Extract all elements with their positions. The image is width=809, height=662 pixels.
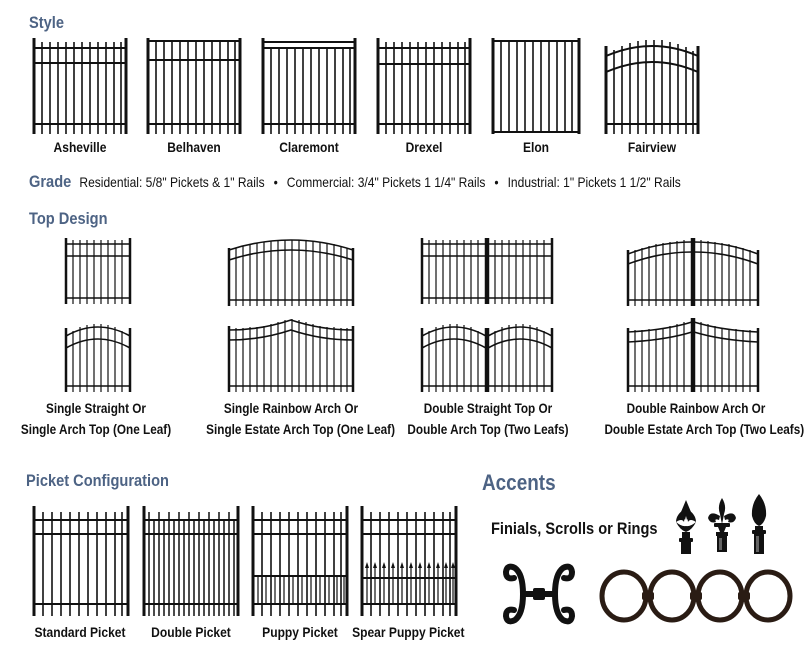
picket-puppy-image xyxy=(251,506,349,618)
style-label-drexel: Drexel xyxy=(405,139,443,155)
gate-double-rainbow-arch-image xyxy=(626,236,760,308)
gate-single-straight-image xyxy=(64,238,132,306)
style-label-elon: Elon xyxy=(522,139,550,155)
top-design-label-single-straight xyxy=(15,398,176,440)
fence-style-belhaven-image xyxy=(146,38,242,136)
gate-double-arch-image xyxy=(420,322,554,394)
gate-single-arch-image xyxy=(64,322,132,394)
gate-single-rainbow-arch-image xyxy=(227,236,355,308)
finial-spear-icon xyxy=(744,494,774,556)
grade-heading: Grade xyxy=(29,172,72,191)
picket-label-double: Double Picket xyxy=(151,624,231,640)
top-design-label-double-rainbow xyxy=(604,398,805,440)
top-design-label-line2: Single Arch Top (One Leaf) xyxy=(20,421,172,437)
picket-configuration-heading: Picket Configuration xyxy=(26,471,169,490)
top-design-label-line2: Double Estate Arch Top (Two Leafs) xyxy=(604,421,805,437)
picket-label-puppy: Puppy Picket xyxy=(262,624,338,640)
scroll-icon xyxy=(503,560,575,628)
grade-row xyxy=(29,172,681,192)
top-design-label-double-straight xyxy=(406,398,571,440)
picket-standard-image xyxy=(32,506,130,618)
style-label-asheville: Asheville xyxy=(53,139,107,155)
style-heading: Style xyxy=(29,13,64,32)
finial-fleur-de-lis-icon xyxy=(706,498,738,556)
top-design-label-line2: Double Arch Top (Two Leafs) xyxy=(407,421,569,437)
gate-single-estate-arch-image xyxy=(227,318,355,394)
grade-separator: • xyxy=(494,174,499,190)
gate-double-estate-arch-image xyxy=(626,318,760,394)
picket-spear-puppy-image xyxy=(360,506,458,618)
top-design-heading: Top Design xyxy=(29,209,108,228)
gate-double-straight-image xyxy=(420,238,554,306)
accents-subtitle: Finials, Scrolls or Rings xyxy=(491,519,658,538)
top-design-label-single-rainbow xyxy=(206,398,396,440)
top-design-label-line2: Single Estate Arch Top (One Leaf) xyxy=(206,421,396,437)
grade-industrial: Industrial: 1" Pickets 1 1/2" Rails xyxy=(507,174,681,190)
fence-style-elon-image xyxy=(491,38,581,136)
top-design-label-line1: Double Rainbow Arch Or xyxy=(626,400,766,416)
grade-separator: • xyxy=(273,174,278,190)
fence-style-asheville-image xyxy=(32,38,128,136)
picket-double-image xyxy=(142,506,240,618)
grade-residential: Residential: 5/8" Pickets & 1" Rails xyxy=(79,174,265,190)
finial-trident-icon xyxy=(670,500,702,556)
style-label-claremont: Claremont xyxy=(279,139,339,155)
style-label-fairview: Fairview xyxy=(627,139,677,155)
rings-icon xyxy=(598,566,794,626)
fence-style-fairview-image xyxy=(604,38,700,136)
fence-style-claremont-image xyxy=(261,38,357,136)
style-label-belhaven: Belhaven xyxy=(167,139,221,155)
accents-heading: Accents xyxy=(482,470,556,495)
picket-label-standard: Standard Picket xyxy=(34,624,126,640)
grade-commercial: Commercial: 3/4" Pickets 1 1/4" Rails xyxy=(286,174,486,190)
top-design-label-line1: Single Straight Or xyxy=(46,400,146,416)
top-design-label-line1: Single Rainbow Arch Or xyxy=(223,400,359,416)
top-design-label-line1: Double Straight Top Or xyxy=(423,400,553,416)
fence-style-drexel-image xyxy=(376,38,472,136)
picket-label-spear-puppy: Spear Puppy Picket xyxy=(352,624,465,640)
